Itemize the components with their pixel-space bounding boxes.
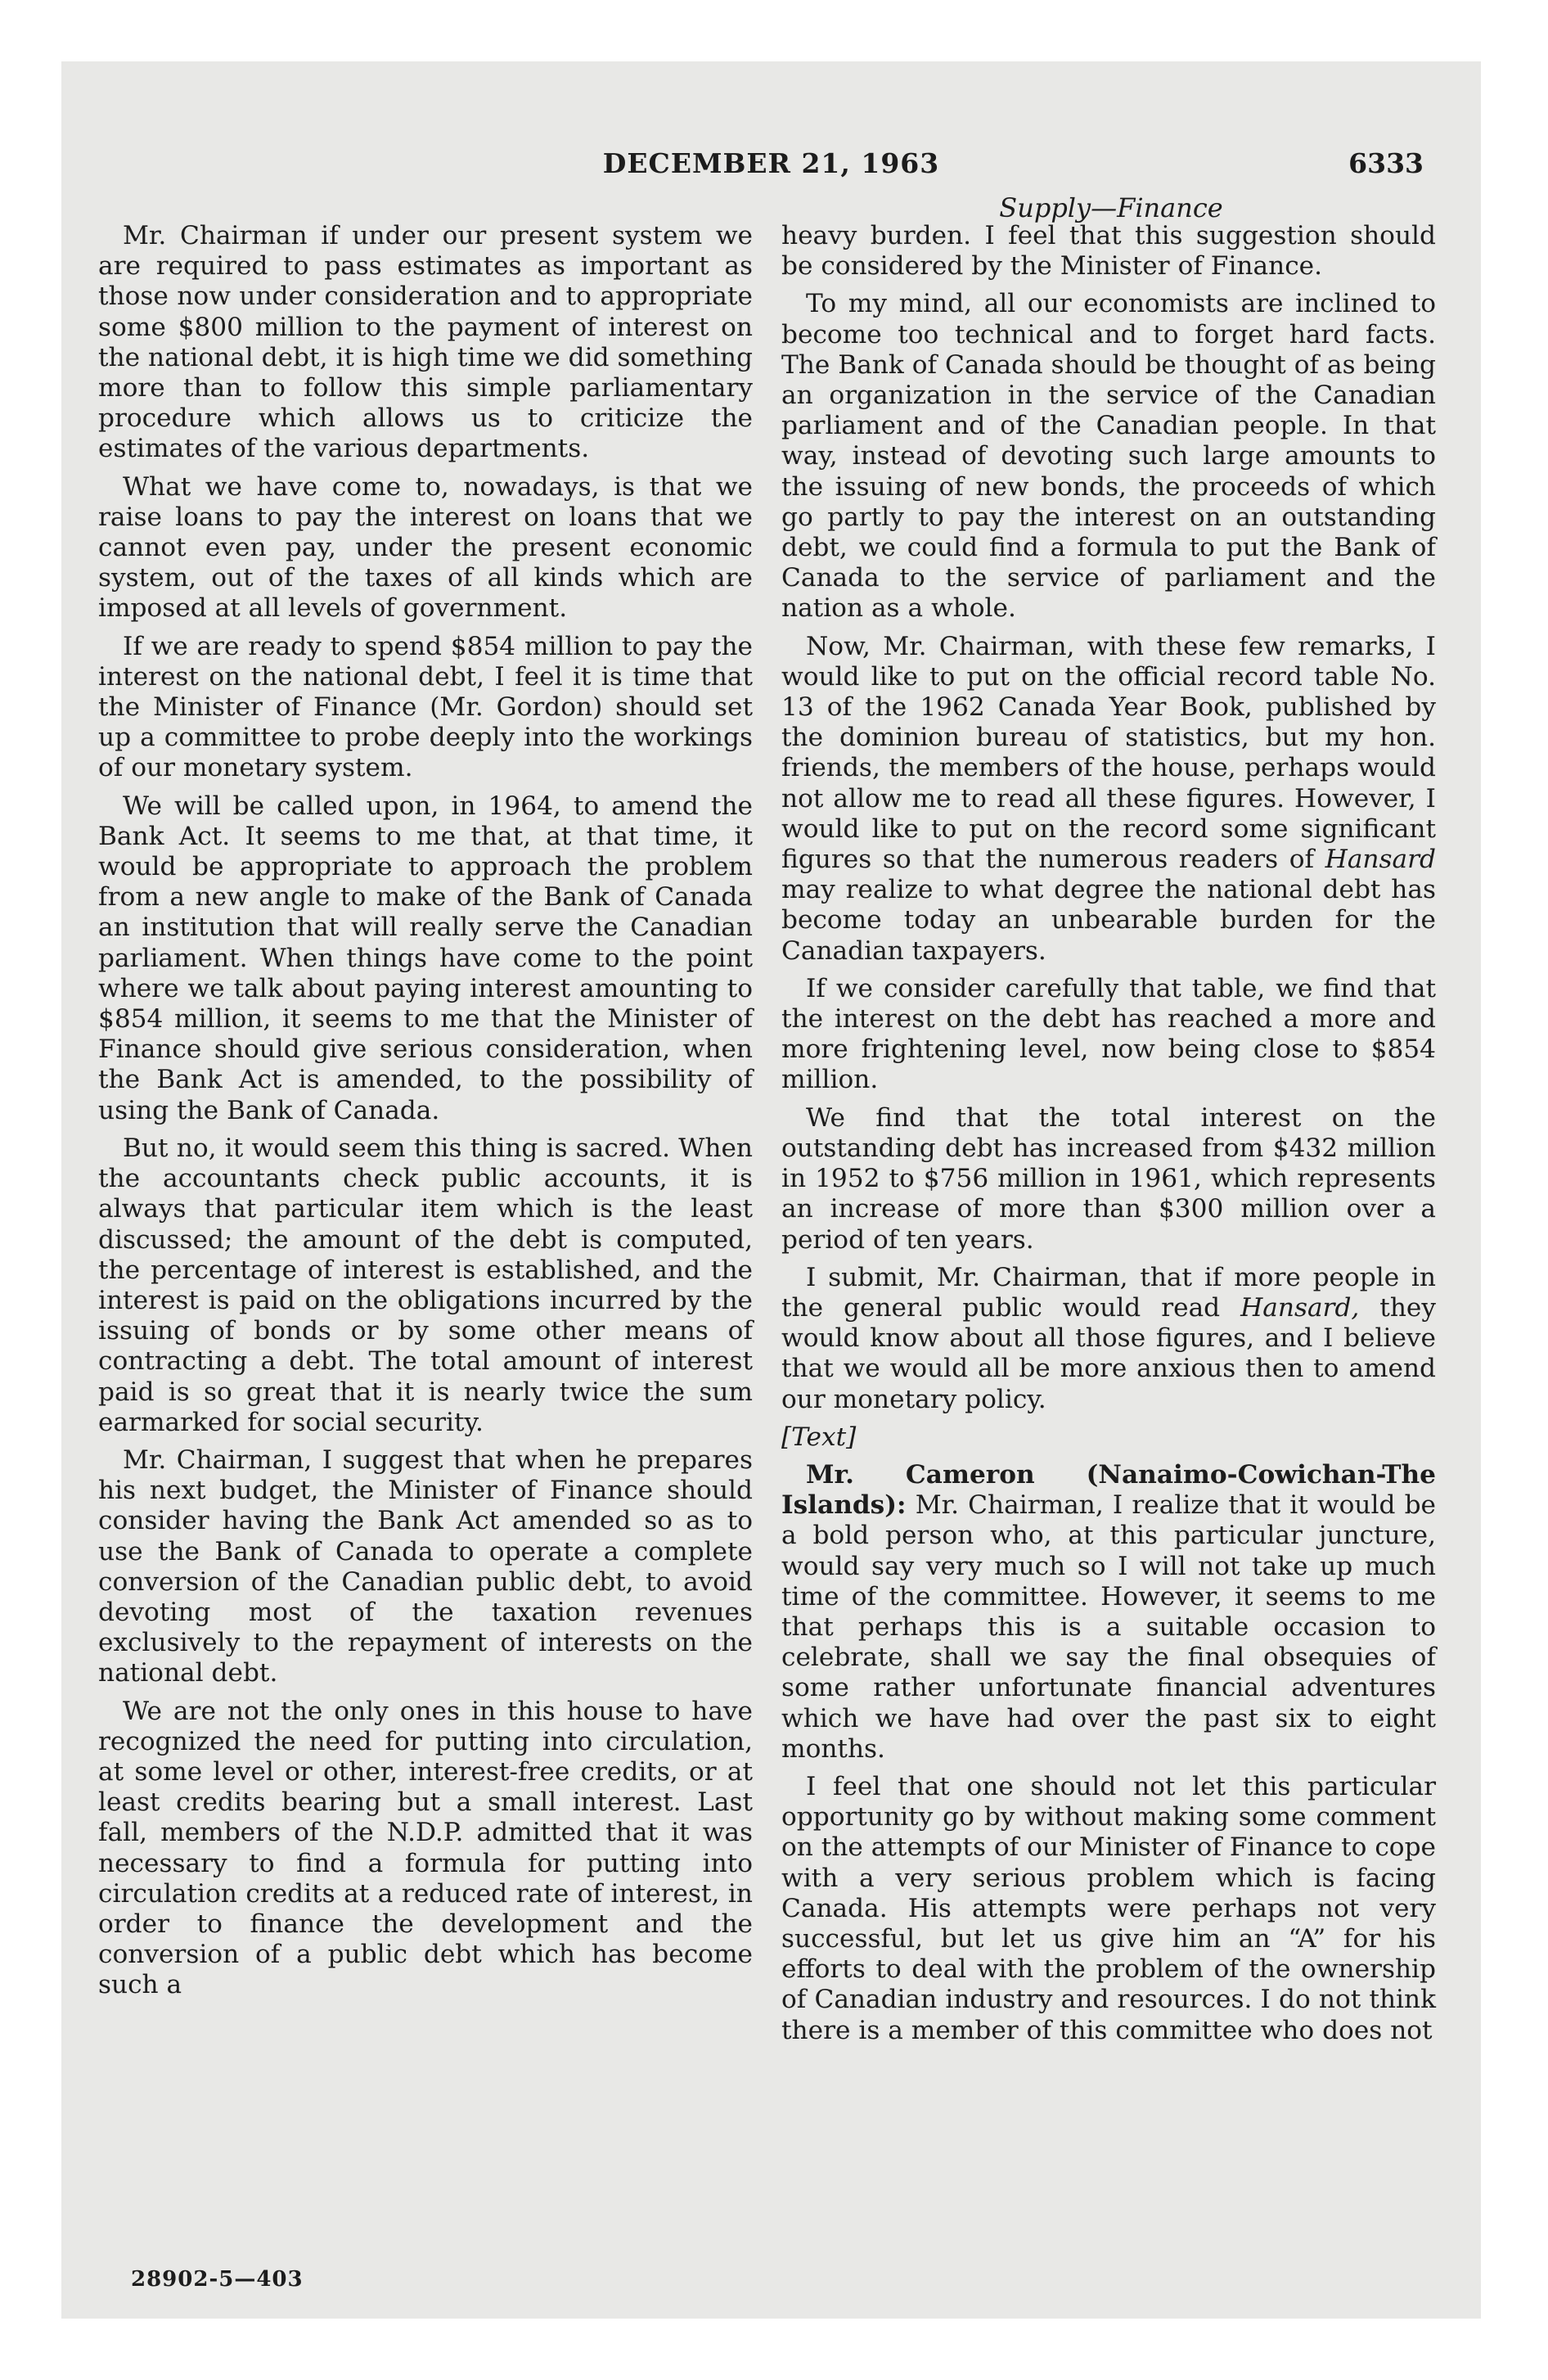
text-marker: [Text] bbox=[781, 1422, 857, 1452]
paragraph: heavy burden. I feel that this suggestion should be considered by the Minister of Finance. bbox=[781, 221, 1436, 282]
paragraph bbox=[781, 632, 1436, 967]
paragraph: We find that the total interest on the outstanding debt has increased from $432 million in 1952 to $756 million in 1961, which represents an increase of more than $300 million over a period of ten years. bbox=[781, 1102, 1436, 1255]
paragraph: What we have come to, nowadays, is that we raise loans to pay the interest on loans that we cannot even pay, under the present economic system, out of the taxes of all kinds which are imposed at all levels of government. bbox=[98, 471, 753, 624]
paragraph: We are not the only ones in this house to have recognized the need for putting into circulation, at some level or other, interest-free credits, or at least credits bearing but a small interest. Last fall, members of the N.D.P. admitted that it was necessary to find a formula for putting into circulation credits at a reduced rate of interest, in order to finance the development and the conversion of a public debt which has become such a bbox=[98, 1696, 753, 2000]
printing-code: 28902-5—403 bbox=[131, 2267, 304, 2292]
header-date: DECEMBER 21, 1963 bbox=[602, 147, 940, 179]
page-number: 6333 bbox=[1348, 147, 1424, 179]
paragraph: Mr. Chairman, I suggest that when he prepares his next budget, the Minister of Finance should consider having the Bank Act amended so as to use the Bank of Canada to operate a complete conversion of the Canadian public debt, to avoid devoting most of the taxation revenues exclusively to the repayment of interests on the national debt. bbox=[98, 1445, 753, 1688]
paragraph: We will be called upon, in 1964, to amend the Bank Act. It seems to me that, at that time, it would be appropriate to approach the problem from a new angle to make of the Bank of Canada an institution that will really serve the Canadian parliament. When things have come to the point where we talk about paying interest amounting to $854 million, it seems to me that the Minister of Finance should give serious consideration, when the Bank Act is amended, to the possibility of using the Bank of Canada. bbox=[98, 791, 753, 1125]
paragraph: If we consider carefully that table, we find that the interest on the debt has reached a more and more frightening level, now being close to $854 million. bbox=[781, 973, 1436, 1095]
paragraph bbox=[781, 1460, 1436, 1765]
paragraph: I feel that one should not let this particular opportunity go by without making some comment on the attempts of our Minister of Finance to cope with a very serious problem which is facing Canada. His attempts were perhaps not very successful, but let us give him an “A” for his efforts to deal with the problem of the ownership of Canadian industry and resources. I do not think there is a member of this committee who does not bbox=[781, 1771, 1436, 2045]
paragraph bbox=[781, 1263, 1436, 1415]
paragraph-text: may realize to what degree the national debt has become today an unbearable burden for the Canadian taxpayers. bbox=[781, 875, 1436, 966]
page-header bbox=[61, 147, 1481, 196]
paragraph: If we are ready to spend $854 million to pay the interest on the national debt, I feel it is time that the Minister of Finance (Mr. Gordon) should set up a committee to probe deeply into the workings of our monetary system. bbox=[98, 631, 753, 783]
paragraph: To my mind, all our economists are inclined to become too technical and to forget hard facts. The Bank of Canada should be thought of as being an organization in the service of the Canadian parliament and of the Canadian people. In that way, instead of devoting such large amounts to the issuing of new bonds, the proceeds of which go partly to pay the interest on an outstanding debt, we could find a formula to put the Bank of Canada to the service of parliament and the nation as a whole. bbox=[781, 289, 1436, 624]
paragraph-text: Now, Mr. Chairman, with these few remarks, I would like to put on the official record table No. 13 of the 1962 Canada Year Book, published by the dominion bureau of statistics, but my hon. friends, the members of the house, perhaps would not allow me to read all these figures. However, I would like to put on the record some significant figures so that the numerous readers of bbox=[781, 631, 1436, 875]
speaker-name: Mr. Cameron (Nanaimo-Cowichan-The Islands): bbox=[781, 1459, 1436, 1521]
hansard-page bbox=[61, 61, 1481, 2319]
left-column bbox=[98, 221, 753, 2008]
right-column bbox=[781, 221, 1436, 2053]
paragraph-text: they would know about all those figures, and I believe that we would all be more anxious then to amend our monetary policy. bbox=[781, 1292, 1436, 1414]
paragraph: Mr. Chairman if under our present system we are required to pass estimates as important as those now under consideration and to appropriate some $800 million to the payment of interest on the national debt, it is high time we did something more than to follow this simple parliamentary procedure which allows us to criticize the estimates of the various departments. bbox=[98, 221, 753, 464]
paragraph-text: I submit, Mr. Chairman, that if more people in the general public would read bbox=[781, 1262, 1436, 1323]
paragraph-text: Mr. Chairman, I realize that it would be a bold person who, at this particular juncture, would say very much so I will not take up much time of the committee. However, it seems to me that perhaps this is a suitable occasion to celebrate, shall we say the final obsequies of some rather unfortunate financial adventures which we have had over the past six to eight months. bbox=[781, 1490, 1436, 1764]
paragraph: But no, it would seem this thing is sacred. When the accountants check public accounts, it is always that particular item which is the least discussed; the amount of the debt is computed, the percentage of interest is established, and the interest is paid on the obligations incurred by the issuing of bonds or by some other means of contracting a debt. The total amount of interest paid is so great that it is nearly twice the sum earmarked for social security. bbox=[98, 1133, 753, 1437]
hansard-italic: Hansard, bbox=[1240, 1292, 1360, 1323]
section-heading: Supply—Finance bbox=[999, 192, 1223, 223]
hansard-italic: Hansard bbox=[1325, 845, 1436, 875]
